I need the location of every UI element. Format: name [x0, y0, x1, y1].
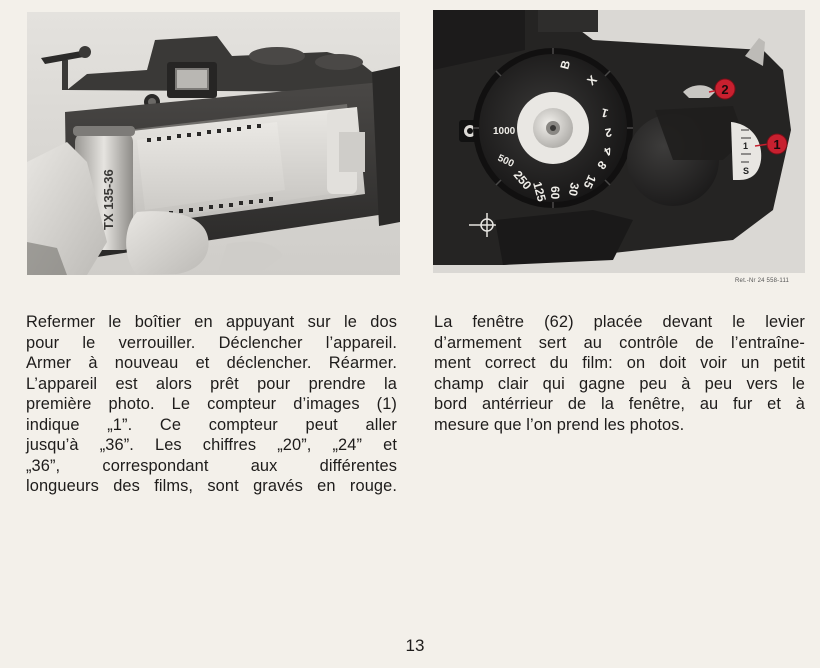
- page-number: 13: [405, 636, 425, 655]
- text-line: d’armement sert au contrôle de l’entraîne-: [434, 333, 805, 352]
- shutter-dial-illustration: [433, 10, 805, 273]
- dial-mark-2: 2: [603, 125, 613, 140]
- text-line: longueurs des films, sont gravés en rouge.: [26, 477, 397, 495]
- left-text-column: [26, 312, 397, 497]
- reference-number: Ret.-Nr 24 558-111: [735, 278, 790, 284]
- text-line: pour le verrouiller. Déclencher l’appareil.: [26, 333, 397, 352]
- text-line: „36”, correspondant aux différentes: [26, 456, 397, 475]
- dial-mark-125: 125: [530, 180, 549, 204]
- dial-mark-500: 500: [495, 152, 516, 170]
- counter-mark-s: S: [743, 166, 750, 176]
- right-text-column: [434, 312, 805, 435]
- text-line: bord antérrieur de la fenêtre, au fur et à: [434, 395, 805, 413]
- text-line: L’appareil est alors prêt pour prendre la: [26, 374, 397, 393]
- text-line: ment correct du film: on doit voir un petit: [434, 354, 805, 372]
- dial-mark-1000: 1000: [493, 126, 516, 137]
- camera-back-photo: [27, 12, 400, 275]
- dial-mark-8: 8: [594, 158, 610, 173]
- dial-mark-1: 1: [599, 105, 610, 121]
- text-line: mesure que l’on prend les photos.: [434, 415, 685, 434]
- text-line: Armer à nouveau et déclencher. Réarmer.: [26, 354, 397, 372]
- camera-back-illustration: [27, 12, 400, 275]
- callout-1: 1: [773, 137, 781, 152]
- counter-mark-1: 1: [743, 141, 749, 151]
- text-line: indique „1”. Ce compteur peut aller: [26, 415, 397, 434]
- text-line: Refermer le boîtier en appuyant sur le dos: [26, 313, 397, 331]
- dial-mark-x: X: [584, 72, 600, 89]
- callout-2: 2: [721, 82, 729, 97]
- dial-mark-4: 4: [601, 143, 615, 159]
- text-line: La fenêtre (62) placée devant le levier: [434, 313, 805, 331]
- dial-mark-60: 60: [548, 186, 562, 200]
- text-line: jusqu’à „36”. Les chiffres „20”, „24” et: [26, 436, 397, 454]
- dial-mark-b: B: [557, 58, 574, 71]
- canister-label: TX 135-36: [101, 169, 116, 230]
- dial-mark-15: 15: [580, 172, 599, 191]
- text-line: champ clair qui gagne peu à peu vers le: [434, 374, 805, 393]
- text-line: première photo. Le compteur d’images (1): [26, 395, 397, 413]
- dial-mark-30: 30: [565, 181, 582, 198]
- dial-mark-250: 250: [510, 167, 535, 193]
- shutter-dial-photo: [433, 10, 805, 273]
